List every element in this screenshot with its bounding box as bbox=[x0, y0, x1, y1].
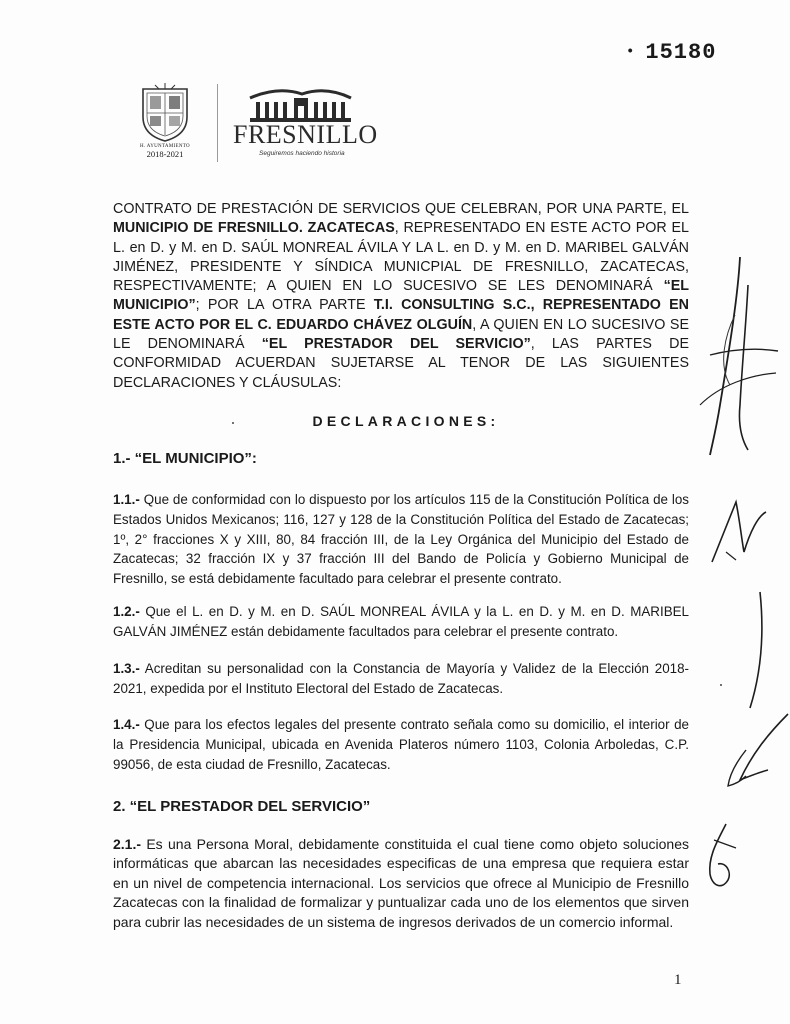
page-number: 1 bbox=[674, 972, 682, 988]
signature-initials-middle bbox=[706, 492, 776, 582]
document-number: • 15180 bbox=[626, 40, 717, 65]
header-divider bbox=[217, 84, 218, 162]
scan-speck bbox=[232, 422, 234, 424]
signature-loop bbox=[696, 820, 746, 900]
brand-slogan: Seguiremos haciendo historia bbox=[259, 150, 345, 157]
contract-intro: CONTRATO DE PRESTACIÓN DE SERVICIOS QUE CELEBRAN, POR UNA PARTE, EL MUNICIPIO DE FRESNILLO. ZACATECAS, REPRESENTADO EN ESTE ACTO POR EL L. en D. y M. en D. SAÚL MONREAL ÁVILA Y LA L. en D. y M. en D. MARIBEL GALVÁN JIMÉNEZ, PRESIDENTE Y SÍNDICA MUNICPIAL DE FRESNILLO, ZACATECAS, RESPECTIVAMENTE; A QUIEN EN LO SUCESIVO SE LES DENOMINARÁ “EL MUNICIPIO”; POR LA OTRA PARTE T.I. CONSULTING S.C., REPRESENTADO EN ESTE ACTO POR EL C. EDUARDO CHÁVEZ OLGUÍN, A QUIEN EN LO SUCESIVO SE LE DENOMINARÁ “EL PRESTADOR DEL SERVICIO”, LAS PARTES DE CONFORMIDAD ACUERDAN SUJETARSE AL TENOR DE LAS SIGUIENTES DECLARACIONES Y CLÁUSULAS: bbox=[113, 201, 689, 391]
fresnillo-building-logo bbox=[248, 84, 353, 124]
bullet-mark: • bbox=[626, 44, 636, 61]
section-2-title: 2. “EL PRESTADOR DEL SERVICIO” bbox=[113, 798, 371, 815]
clause-1-4: 1.4.- Que para los efectos legales del presente contrato señala como su domicilio, el interior de la Presidencia Municipal, ubicada en Avenida Plateros número 1103, Colonia Arboledas, C.P. 99056, de esta ciudad de Fresnillo, Zacatecas. bbox=[113, 717, 689, 772]
signature-stroke-long bbox=[720, 590, 780, 710]
crest-caption: H. AYUNTAMIENTO 2018-2021 bbox=[140, 144, 190, 159]
signature-initials-top bbox=[690, 255, 790, 465]
municipal-crest-logo bbox=[135, 83, 195, 145]
brand-wordmark: FRESNILLO bbox=[233, 120, 378, 149]
section-1-title: 1.- “EL MUNICIPIO”: bbox=[113, 450, 257, 467]
scan-speck bbox=[720, 684, 722, 686]
clause-1-1: 1.1.- Que de conformidad con lo dispuesto por los artículos 115 de la Constitución Política de los Estados Unidos Mexicanos; 116, 127 y 128 de la Constitución Política del Estado de Zacatecas; 1º, 2° fracciones X y XIII, 80, 84 fracción III, de la Ley Orgánica del Municipio del Estado de Zacatecas; 32 fracción IX y 37 fracción III del Bando de Policía y Gobierno Municipal de Fresnillo, se está debidamente facultado para celebrar el presente contrato. bbox=[113, 492, 689, 587]
clause-2-1: 2.1.- Es una Persona Moral, debidamente constituida el cual tiene como objeto soluciones informáticas que abarcan las necesidades especificas de una empresa que requiera estar en un nivel de competencia internacional. Los servicios que ofrece al Municipio de Fresnillo Zacatecas con la finalidad de formalizar y puntualizar cada uno de los elementos que sirven para cubrir las necesidades de un sistema de ingresos derivados de un comercio informal. bbox=[113, 836, 689, 930]
clause-1-3: 1.3.- Acreditan su personalidad con la Constancia de Mayoría y Validez de la Elección 2018-2021, expedida por el Instituto Electoral del Estado de Zacatecas. bbox=[113, 661, 689, 696]
clause-1-2: 1.2.- Que el L. en D. y M. en D. SAÚL MONREAL ÁVILA y la L. en D. y M. en D. MARIBEL GALVÁN JIMÉNEZ están debidamente facultados para celebrar el presente contrato. bbox=[113, 604, 689, 639]
signature-initials-lower bbox=[716, 710, 790, 800]
declaraciones-heading: DECLARACIONES: bbox=[312, 413, 500, 429]
